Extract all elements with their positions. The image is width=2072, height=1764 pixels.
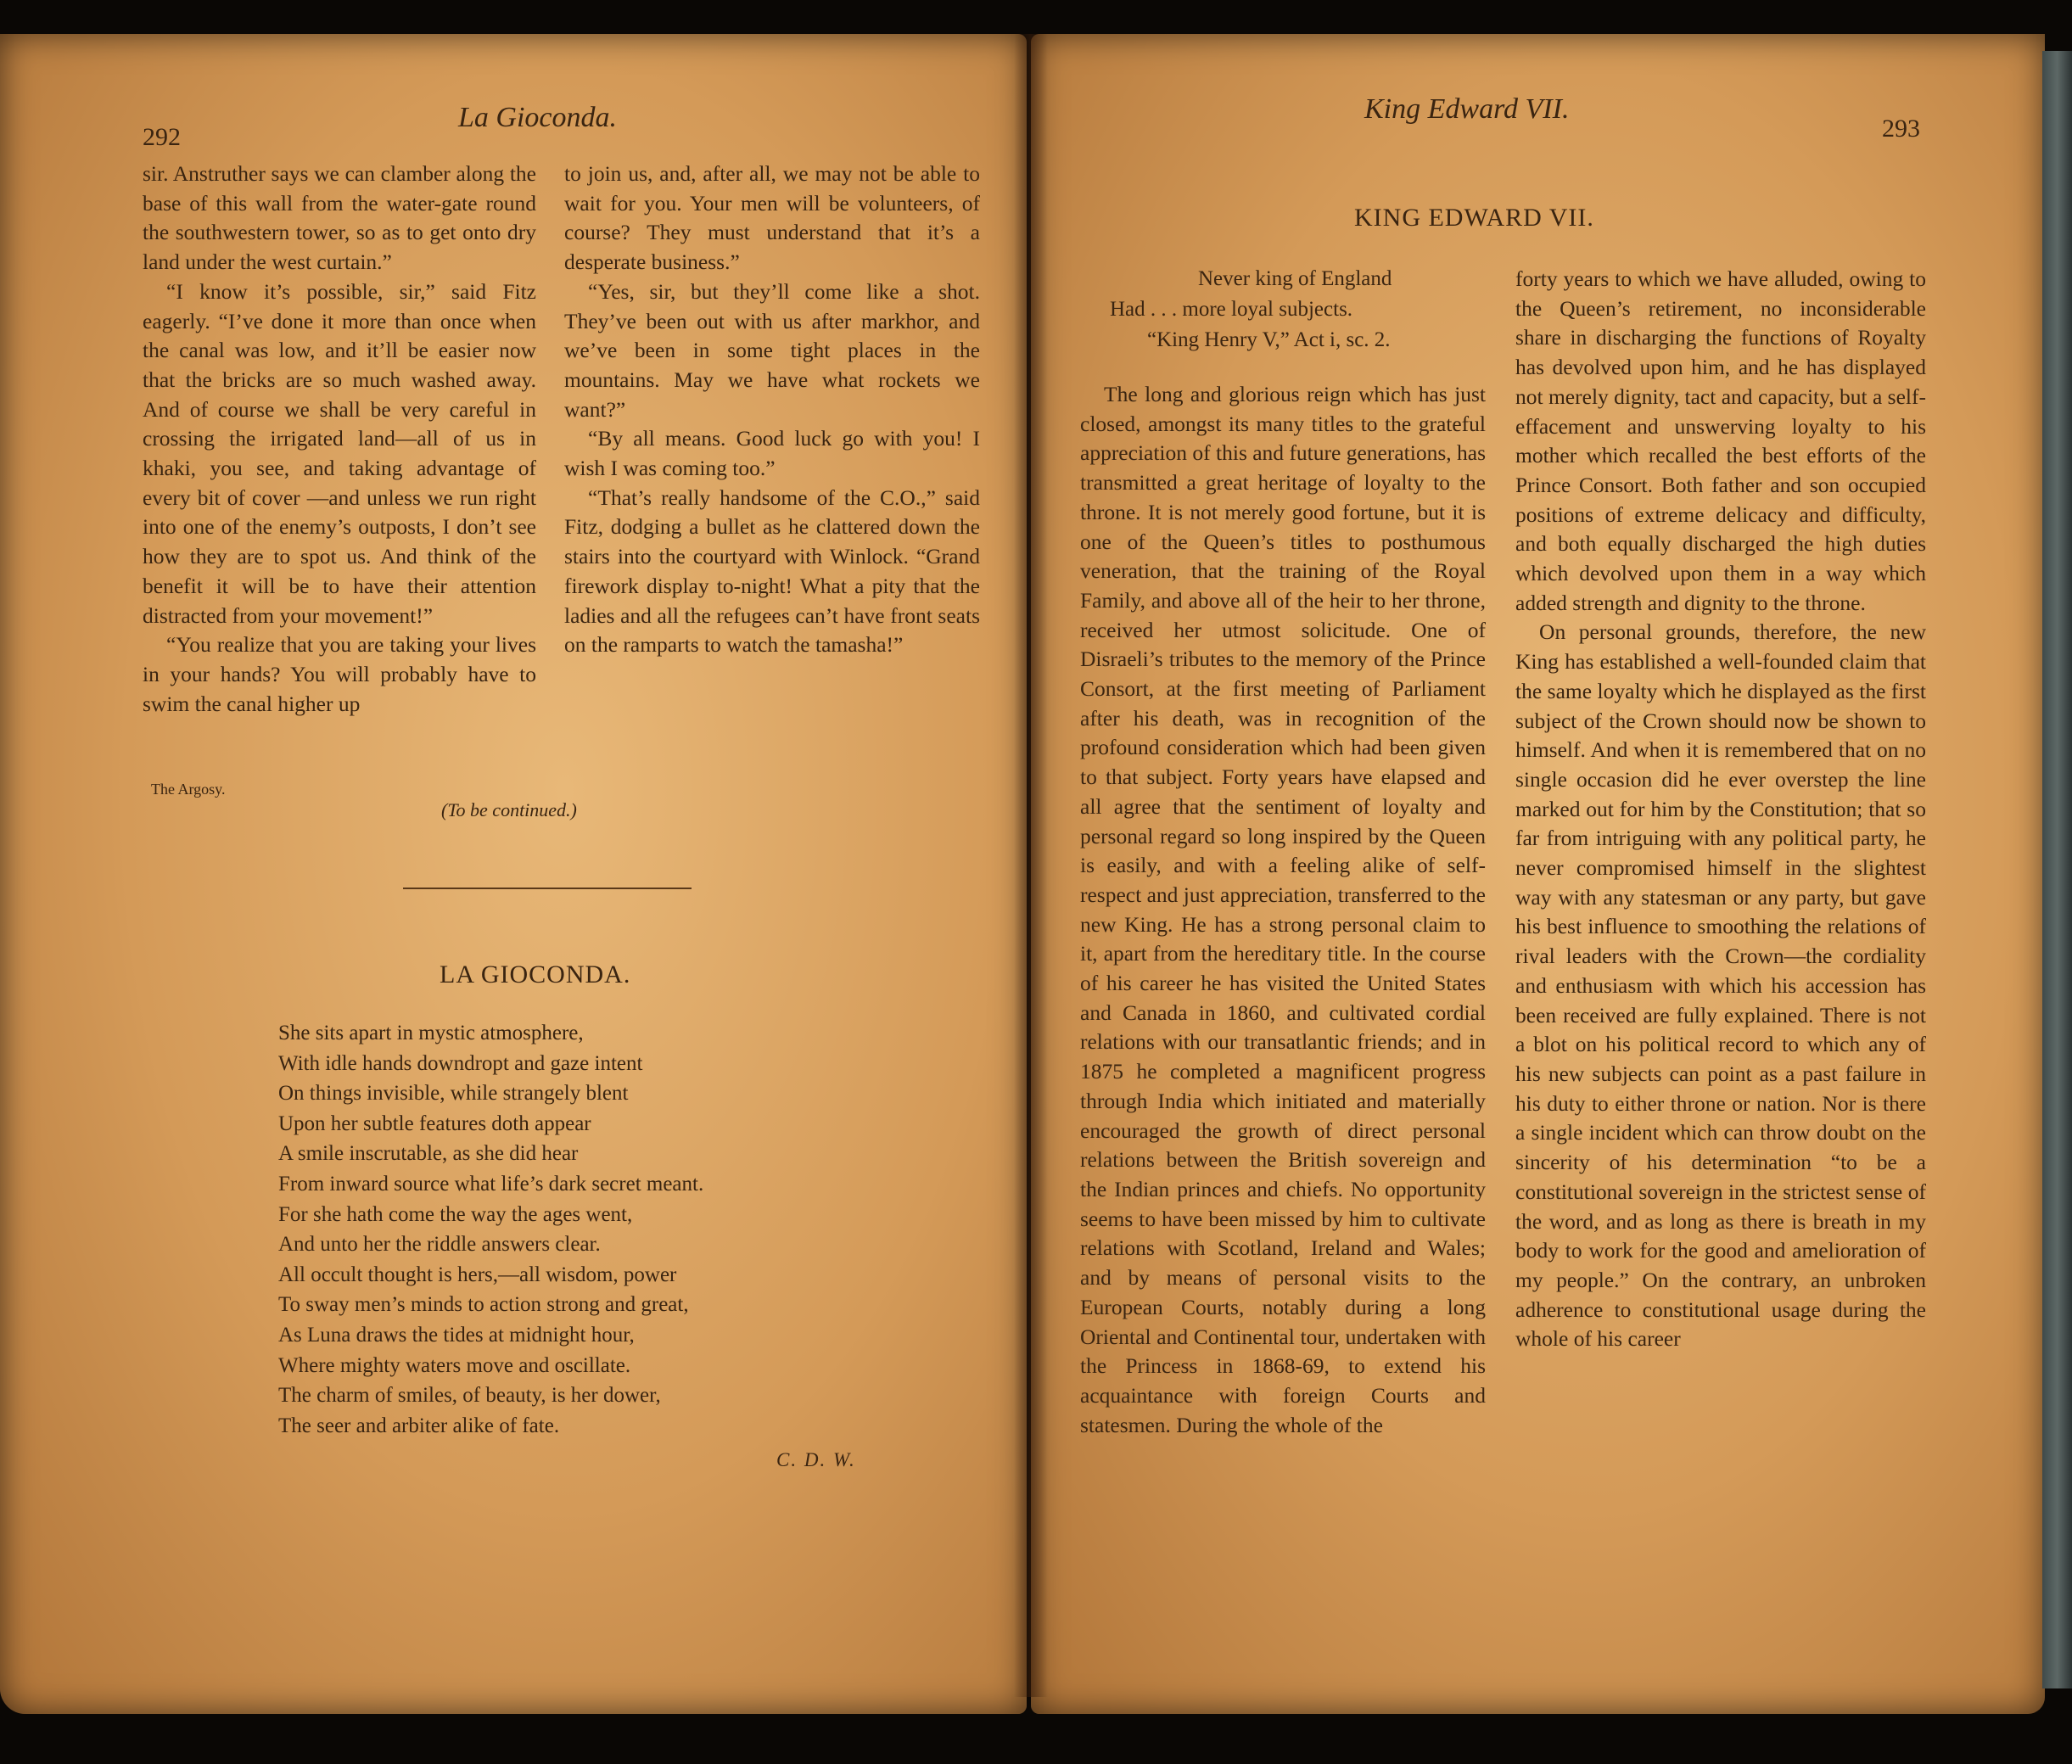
to-be-continued: (To be continued.): [441, 799, 577, 820]
epigraph-line: Had . . . more loyal subjects.: [1110, 298, 1353, 321]
right-running-head: King Edward VII.: [1364, 93, 1570, 125]
left-running-head: La Gioconda.: [458, 102, 617, 133]
paragraph: “You realize that you are taking your lives in your hands? You will probably have to swim the canal higher up: [143, 632, 536, 716]
epigraph-line: Never king of England: [1198, 267, 1392, 290]
poem-line: On things invisible, while strangely blent: [278, 1082, 629, 1106]
poem-line: With idle hands downdropt and gaze intent: [278, 1051, 643, 1075]
poem-body: [278, 1018, 703, 1441]
poem-line: A smile inscrutable, as she did hear: [278, 1142, 579, 1166]
page-edges: [2042, 51, 2072, 1688]
book-gutter: [1014, 34, 1048, 1697]
paragraph: sir. Anstruther says we can clamber along the base of this wall from the water-gate round the southwestern tower, so as to get onto dry land under the west curtain.”: [143, 161, 536, 275]
poem-line: As Luna draws the tides at midnight hour,: [278, 1323, 635, 1347]
paragraph: to join us, and, after all, we may not be able to wait for you. Your men will be volunteers, of course? They must understand that it’s a desperate business.”: [564, 161, 980, 275]
epigraph-citation: “King Henry V,” Act i, sc. 2.: [1147, 328, 1391, 351]
paragraph: forty years to which we have alluded, owing to the Queen’s retirement, no inconsiderable share in discharging the functions of Royalty has devolved upon him, and he has displayed not merely dignity, tact and capacity, but a self-effacement and unswerving loyalty to his mother which recalled the best efforts of the Prince Consort. Both father and son occupied positions of extreme delicacy and difficulty, and both equally discharged the high duties which devolved upon them in a way which added strength and dignity to the throne.: [1515, 266, 1926, 615]
paragraph: “I know it’s possible, sir,” said Fitz eagerly. “I’ve done it more than once when the canal was low, and it’ll be easier now that the bricks are so much washed away. And of course we shall be very careful in crossing the irrigated land—all of us in khaki, you see, and taking advantage of every bit of cover —and unless we run right into one of the enemy’s outposts, I don’t see how they are to spot us. And think of the benefit it will be to have their attention distracted from your movement!”: [143, 278, 536, 628]
poem-line: She sits apart in mystic atmosphere,: [278, 1022, 584, 1044]
right-column-2: [1515, 265, 1926, 1354]
poem-line: And unto her the riddle answers clear.: [278, 1233, 601, 1257]
paragraph: “By all means. Good luck go with you! I wish I was coming too.”: [564, 426, 980, 481]
poem-line: Upon her subtle features doth appear: [278, 1112, 591, 1135]
paragraph: “Yes, sir, but they’ll come like a shot. They’ve been out with us after markhor, and we’ve been in some tight places in the mountains. May we have what rockets we want?”: [564, 278, 980, 422]
paragraph: On personal grounds, therefore, the new King has established a well-founded claim that the same loyalty which he displayed as the first subject of the Crown should now be shown to himself. And when it is remembered that on no single occasion did he ever overstep the line marked out for him by the Constitution; that so far from intriguing with any political party, he never compromised himself in the slightest way with any statesman or any party, but gave his best influence to smoothing the relations of rival leaders with the Crown—the cordiality and enthusiasm with which his accession has been received are fully explained. There is not a blot on his political record to which any of his new subjects can point as a past failure in his duty to either throne or nation. Nor is there a single incident which can throw doubt on the sincerity of his determination “to be a constitutional sovereign in the strictest sense of the word, and as long as there is breath in my body to work for the good and amelioration of my people.” On the contrary, an unbroken adherence to constitutional usage during the whole of his career: [1515, 619, 1926, 1352]
poem-line: The charm of smiles, of beauty, is her dower,: [278, 1384, 661, 1408]
paragraph: “That’s really handsome of the C.O.,” said Fitz, dodging a bullet as he clattered down the stairs into the courtyard with Winlock. “Grand firework display to-night! What a pity that the ladies and all the refugees can’t have front seats on the ramparts to watch the tamasha!”: [564, 484, 980, 658]
paragraph: The long and glorious reign which has just closed, amongst its many titles to the grateful appreciation of this and future generations, has transmitted a great heritage of loyalty to the throne. It is not merely good fortune, but it is one of the Queen’s titles to posthumous veneration, that the training of the Royal Family, and above all of the heir to her throne, received her utmost solicitude. One of Disraeli’s tributes to the memory of the Prince Consort, at the first meeting of Parliament after his death, was in recognition of the profound consideration which had been given to that subject. Forty years have elapsed and all agree that the sentiment of loyalty and personal regard so long inspired by the Queen is easily, and with a feeling alike of self-respect and just appreciation, transferred to the new King. He has a strong personal claim to it, apart from the hereditary title. In the course of his career he has visited the United States and Canada in 1860, and cultivated cordial relations with our transatlantic friends; and in 1875 he completed a magnificent progress through India which initiated and materially encouraged the growth of direct personal relations between the British sovereign and the Indian princes and chiefs. No opportunity seems to have been missed by him to cultivate relations with Scotland, Ireland and Wales; and by means of personal visits to the European Courts, notably during a long Oriental and Continental tour, undertaken with the Princess in 1868-69, to extend his acquaintance with foreign Courts and statesmen. During the whole of the: [1080, 382, 1486, 1437]
right-column-1: [1080, 380, 1486, 1440]
poem-line: To sway men’s minds to action strong and great,: [278, 1293, 689, 1317]
right-page-number: 293: [1882, 115, 1920, 143]
section-divider: [403, 888, 692, 889]
left-column-2: [564, 160, 980, 660]
left-column-1: [143, 160, 536, 719]
left-page-number: 292: [143, 123, 181, 151]
article-title: KING EDWARD VII.: [1354, 204, 1594, 232]
poem-signature: C. D. W.: [776, 1449, 856, 1470]
poem-line: From inward source what life’s dark secret meant.: [278, 1172, 704, 1196]
poem-title: LA GIOCONDA.: [440, 960, 631, 988]
poem-line: The seer and arbiter alike of fate.: [278, 1414, 560, 1437]
poem-line: For she hath come the way the ages went,: [278, 1202, 633, 1226]
source-credit: The Argosy.: [151, 781, 226, 798]
poem-line: Where mighty waters move and oscillate.: [278, 1353, 631, 1377]
poem-line: All occult thought is hers,—all wisdom, power: [278, 1263, 677, 1286]
